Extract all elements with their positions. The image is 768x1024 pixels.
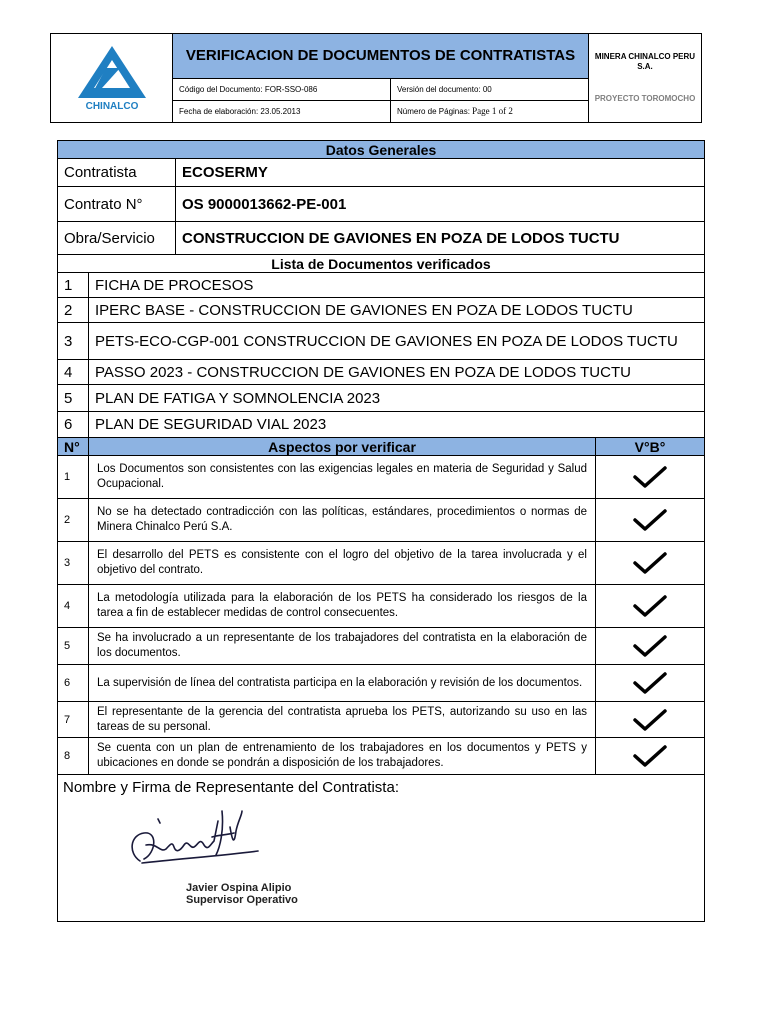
page-count-label: Número de Páginas: bbox=[397, 107, 473, 117]
vb-cell bbox=[596, 542, 705, 585]
general-data-title: Datos Generales bbox=[58, 141, 705, 159]
document-header bbox=[50, 33, 702, 123]
project-name: PROYECTO TOROMOCHO bbox=[594, 94, 696, 103]
document-item: PLAN DE SEGURIDAD VIAL 2023 bbox=[89, 412, 705, 438]
document-item: PLAN DE FATIGA Y SOMNOLENCIA 2023 bbox=[89, 385, 705, 412]
aspect-text: La supervisión de línea del contratista participa en la elaboración y revisión de los documentos. bbox=[89, 665, 596, 702]
document-item: FICHA DE PROCESOS bbox=[89, 273, 705, 298]
document-number: 4 bbox=[58, 360, 89, 385]
document-item: IPERC BASE - CONSTRUCCION DE GAVIONES EN POZA DE LODOS TUCTU bbox=[89, 298, 705, 323]
aspects-col-vb: V°B° bbox=[596, 438, 705, 456]
aspect-number: 7 bbox=[58, 702, 89, 738]
documents-list-title: Lista de Documentos verificados bbox=[58, 255, 705, 273]
document-version: Versión del documento: 00 bbox=[391, 78, 589, 100]
signature-label: Nombre y Firma de Representante del Contratista: bbox=[63, 779, 399, 796]
aspect-text: Los Documentos son consistentes con las exigencias legales en materia de Seguridad y Salud Ocupacional. bbox=[89, 456, 596, 499]
aspect-number: 1 bbox=[58, 456, 89, 499]
checkmark-icon bbox=[632, 671, 668, 695]
contractor-label: Contratista bbox=[58, 159, 176, 187]
document-title: VERIFICACION DE DOCUMENTOS DE CONTRATISTAS bbox=[173, 34, 589, 79]
signature-area bbox=[118, 801, 298, 911]
page-count bbox=[391, 100, 589, 122]
logo-cell bbox=[51, 34, 173, 123]
aspect-text: El desarrollo del PETS es consistente con el logro del objetivo de la tarea involucrada y el objetivo del contrato. bbox=[89, 542, 596, 585]
contractor-value: ECOSERMY bbox=[176, 159, 705, 187]
vb-cell bbox=[596, 456, 705, 499]
checkmark-icon bbox=[632, 508, 668, 532]
document-number: 3 bbox=[58, 323, 89, 360]
document-number: 2 bbox=[58, 298, 89, 323]
vb-cell bbox=[596, 702, 705, 738]
company-cell bbox=[589, 34, 702, 123]
signature-section bbox=[58, 775, 705, 922]
aspect-number: 4 bbox=[58, 585, 89, 628]
aspects-col-aspect: Aspectos por verificar bbox=[89, 438, 596, 456]
document-item: PETS-ECO-CGP-001 CONSTRUCCION DE GAVIONES EN POZA DE LODOS TUCTU bbox=[89, 323, 705, 360]
vb-cell bbox=[596, 665, 705, 702]
document-item: PASSO 2023 - CONSTRUCCION DE GAVIONES EN POZA DE LODOS TUCTU bbox=[89, 360, 705, 385]
signatory-role: Supervisor Operativo bbox=[186, 894, 298, 906]
aspect-text: Se ha involucrado a un representante de los trabajadores del contratista en la elaboración de los documentos. bbox=[89, 628, 596, 665]
checkmark-icon bbox=[632, 634, 668, 658]
aspect-text: No se ha detectado contradicción con las políticas, estándares, procedimientos o normas de Minera Chinalco Perú S.A. bbox=[89, 499, 596, 542]
handwritten-signature bbox=[118, 801, 278, 881]
aspect-text: La metodología utilizada para la elaboración de los PETS ha considerado los riesgos de la tarea a fin de establecer medidas de control consecuentes. bbox=[89, 585, 596, 628]
aspect-number: 5 bbox=[58, 628, 89, 665]
aspect-text: El representante de la gerencia del contratista aprueba los PETS, autorizando su uso en las tareas de su personal. bbox=[89, 702, 596, 738]
vb-cell bbox=[596, 499, 705, 542]
service-label: Obra/Servicio bbox=[58, 222, 176, 255]
document-number: 6 bbox=[58, 412, 89, 438]
aspect-number: 8 bbox=[58, 738, 89, 775]
vb-cell bbox=[596, 585, 705, 628]
aspect-number: 6 bbox=[58, 665, 89, 702]
aspect-number: 3 bbox=[58, 542, 89, 585]
verification-table bbox=[57, 140, 705, 922]
page-count-value: Page 1 of 2 bbox=[472, 106, 513, 117]
company-name: MINERA CHINALCO PERU S.A. bbox=[594, 52, 696, 71]
document-number: 1 bbox=[58, 273, 89, 298]
chinalco-logo-icon bbox=[72, 42, 152, 112]
signatory-name: Javier Ospina Alipio bbox=[186, 882, 292, 894]
checkmark-icon bbox=[632, 744, 668, 768]
signatory bbox=[186, 882, 298, 906]
checkmark-icon bbox=[632, 551, 668, 575]
checkmark-icon bbox=[632, 465, 668, 489]
elaboration-date: Fecha de elaboración: 23.05.2013 bbox=[173, 100, 391, 122]
vb-cell bbox=[596, 738, 705, 775]
service-value: CONSTRUCCION DE GAVIONES EN POZA DE LODOS TUCTU bbox=[176, 222, 705, 255]
document-code: Código del Documento: FOR-SSO-086 bbox=[173, 78, 391, 100]
checkmark-icon bbox=[632, 594, 668, 618]
vb-cell bbox=[596, 628, 705, 665]
aspect-number: 2 bbox=[58, 499, 89, 542]
contract-value: OS 9000013662-PE-001 bbox=[176, 187, 705, 222]
document-number: 5 bbox=[58, 385, 89, 412]
contract-label: Contrato N° bbox=[58, 187, 176, 222]
aspects-col-num: N° bbox=[58, 438, 89, 456]
checkmark-icon bbox=[632, 708, 668, 732]
logo-text: CHINALCO bbox=[85, 101, 138, 112]
aspect-text: Se cuenta con un plan de entrenamiento de los trabajadores en los documentos y PETS y ubicaciones en donde se pondrán a disposición de los trabajadores. bbox=[89, 738, 596, 775]
